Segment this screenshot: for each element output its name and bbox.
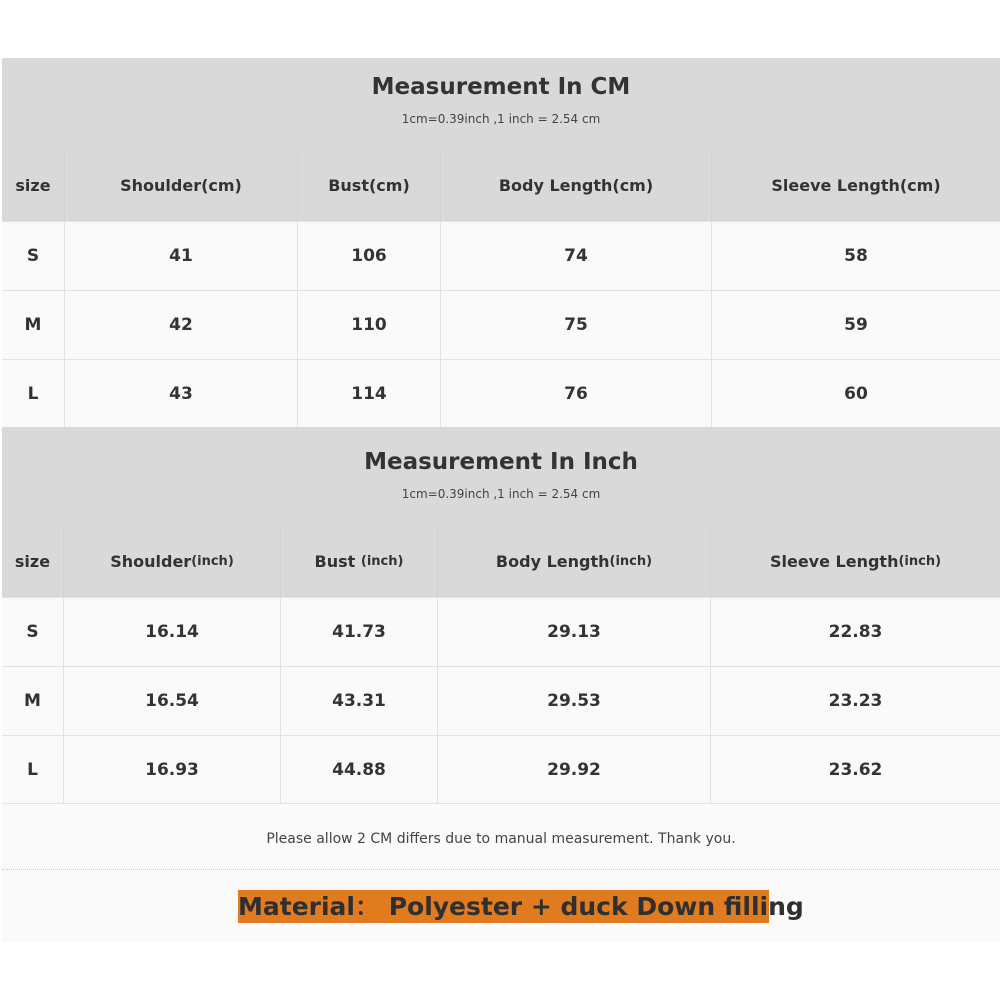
- cell-size: L: [27, 384, 39, 404]
- cell-body-length: 75: [440, 291, 711, 359]
- cell-bust: 41.73: [280, 598, 437, 666]
- inch-table-subtitle: 1cm=0.39inch ,1 inch = 2.54 cm: [401, 487, 601, 501]
- cell-sleeve-length: 60: [711, 360, 1000, 428]
- header-shoulder: Shoulder(cm): [64, 150, 297, 221]
- header-unit: (inch): [360, 553, 404, 569]
- cell-size: S: [26, 246, 40, 266]
- table-row: [2, 221, 1000, 290]
- header-sleeve-length: [710, 525, 1000, 597]
- header-bust: Bust(cm): [297, 150, 440, 221]
- header-bust: [280, 525, 437, 597]
- cell-body-length: 29.92: [437, 736, 710, 804]
- table-row: [2, 290, 1000, 359]
- cell-body-length: 29.13: [437, 598, 710, 666]
- header-unit: (inch): [191, 553, 234, 569]
- cell-shoulder: 16.14: [63, 598, 280, 666]
- table-row: [2, 597, 1000, 666]
- cm-table-header: [2, 58, 1000, 221]
- cell-sleeve-length: 58: [711, 222, 1000, 290]
- cell-body-length: 76: [440, 360, 711, 428]
- header-size: size: [15, 176, 51, 195]
- header-unit: (inch): [898, 553, 942, 569]
- cell-shoulder: 43: [64, 360, 297, 428]
- cell-shoulder: 42: [64, 291, 297, 359]
- header-label: Bust: [314, 551, 361, 571]
- inch-header-row: [2, 525, 1000, 597]
- cell-bust: 110: [297, 291, 440, 359]
- cm-table-body: [2, 221, 1000, 427]
- header-unit: (inch): [609, 553, 653, 569]
- cell-bust: 106: [297, 222, 440, 290]
- cell-sleeve-length: 59: [711, 291, 1000, 359]
- cell-sleeve-length: 22.83: [710, 598, 1000, 666]
- cell-body-length: 29.53: [437, 667, 710, 735]
- measurement-note: Please allow 2 CM differs due to manual measurement. Thank you.: [2, 803, 1000, 870]
- inch-table-title: Measurement In Inch: [364, 449, 638, 475]
- cell-body-length: 74: [440, 222, 711, 290]
- cell-shoulder: 16.93: [63, 736, 280, 804]
- header-body-length: Body Length(cm): [440, 150, 711, 221]
- cell-sleeve-length: 23.62: [710, 736, 1000, 804]
- header-label: Shoulder: [110, 551, 192, 571]
- inch-table-body: [2, 597, 1000, 803]
- header-label: Sleeve Length: [769, 551, 899, 571]
- table-row: [2, 359, 1000, 428]
- cell-size: L: [27, 760, 38, 780]
- header-body-length: [437, 525, 710, 597]
- inch-table-header: [2, 427, 1000, 597]
- cell-sleeve-length: 23.23: [710, 667, 1000, 735]
- cell-bust: 114: [297, 360, 440, 428]
- material-section: [2, 869, 1000, 942]
- cm-table-title: Measurement In CM: [371, 74, 631, 100]
- cm-header-row: [2, 150, 1000, 221]
- header-label: size: [14, 551, 51, 571]
- cell-size: M: [24, 691, 41, 711]
- material-label: Material： Polyester + duck Down filling: [238, 892, 804, 921]
- table-row: [2, 666, 1000, 735]
- cm-table-subtitle: 1cm=0.39inch ,1 inch = 2.54 cm: [401, 112, 601, 126]
- header-shoulder: [63, 525, 280, 597]
- cell-shoulder: 41: [64, 222, 297, 290]
- cell-size: S: [26, 622, 39, 642]
- header-label: Body Length: [495, 551, 610, 571]
- cell-bust: 44.88: [280, 736, 437, 804]
- cell-bust: 43.31: [280, 667, 437, 735]
- header-size: [2, 525, 63, 597]
- table-row: [2, 735, 1000, 804]
- header-sleeve-length: Sleeve Length(cm): [711, 150, 1000, 221]
- cell-shoulder: 16.54: [63, 667, 280, 735]
- cell-size: M: [24, 315, 42, 335]
